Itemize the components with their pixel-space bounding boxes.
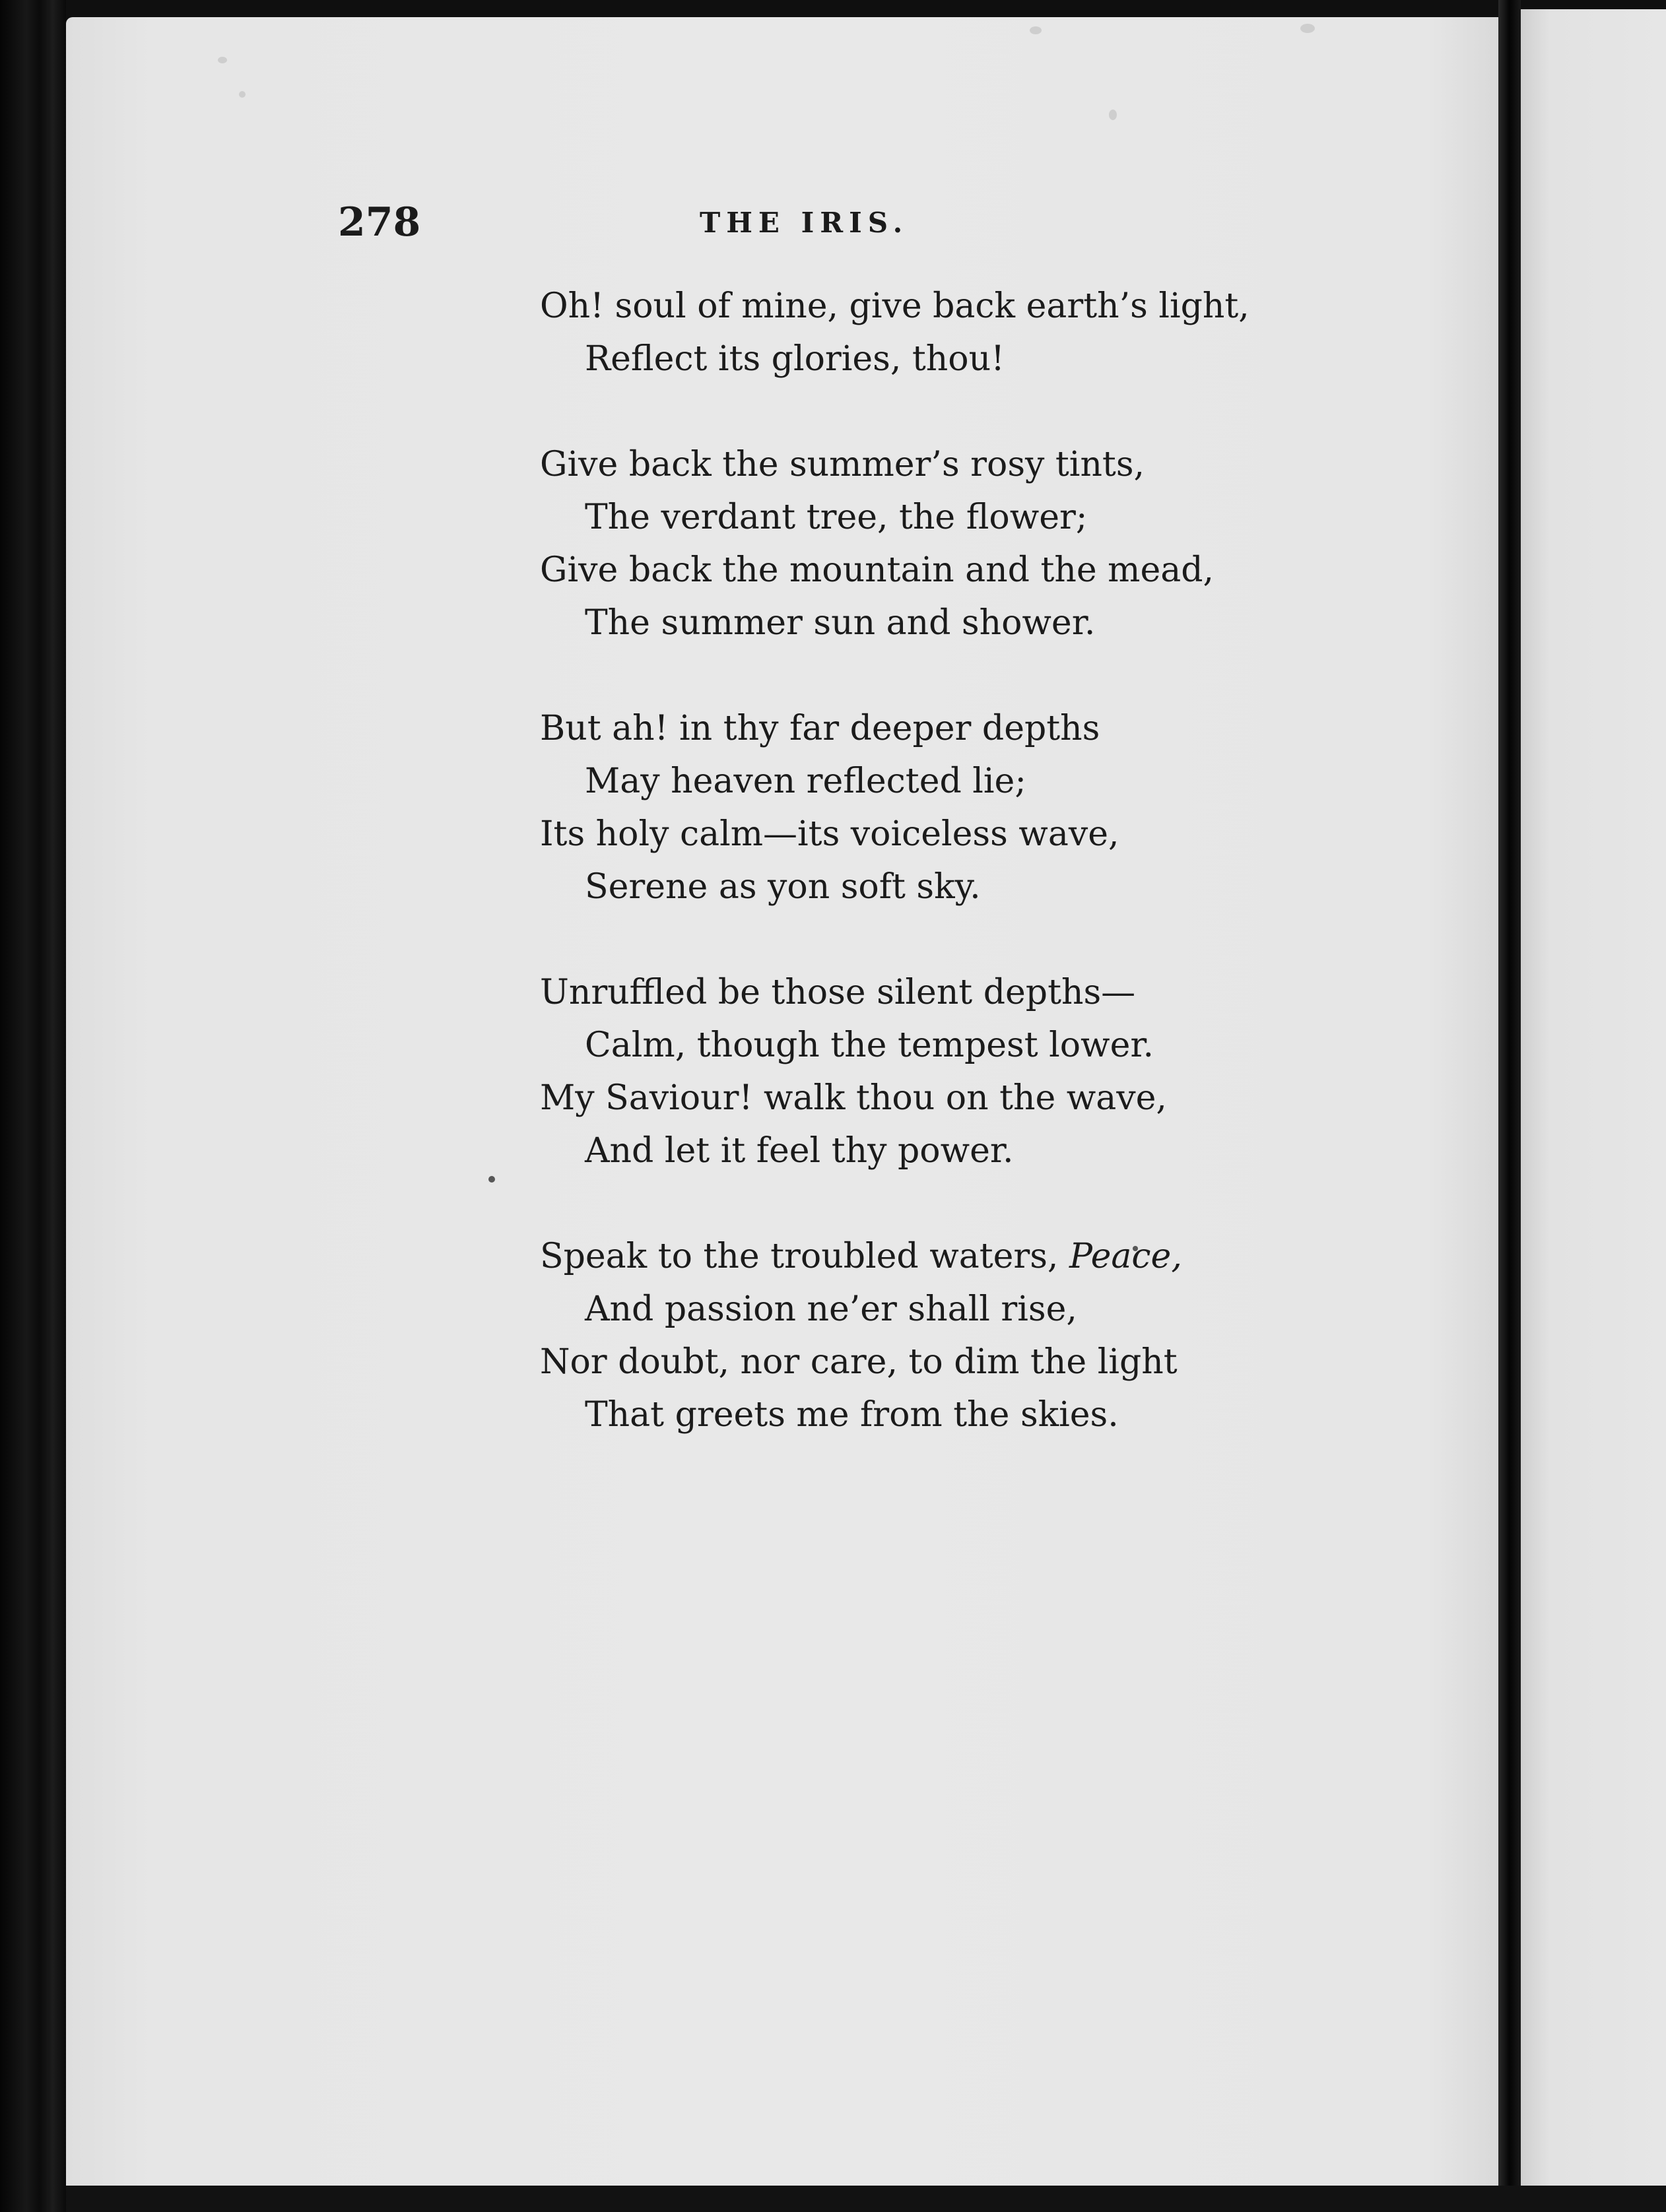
stanza-5 [540,1230,1451,1441]
running-head: THE IRIS. [700,207,909,239]
poem-line: Serene as yon soft sky. [585,867,981,907]
poem-line: Unruffled be those silent depths— [540,973,1136,1012]
stanza-2 [540,438,1451,649]
scan-bottom-edge [66,2186,1666,2212]
stanza-4 [540,966,1451,1177]
poem-line: Give back the summer’s rosy tints, [540,445,1145,484]
poem-line: The summer sun and shower. [585,603,1096,643]
paper-speck [1030,26,1042,34]
poem-line-text: Speak to the troubled waters, [540,1237,1069,1276]
paper-speck [218,57,227,63]
italic-word: Peace, [1069,1237,1182,1276]
page-number: 278 [338,199,421,245]
page-gutter [1498,0,1521,2212]
poem-line: Give back the mountain and the mead, [540,550,1215,590]
paper-speck [488,1176,495,1183]
stanza-1 [540,280,1451,385]
poem-line: May heaven reflected lie; [585,762,1026,801]
paper-speck [1300,24,1315,33]
poem-line: And let it feel thy power. [585,1131,1014,1171]
paper-speck [1109,110,1117,120]
poem-line: And passion ne’er shall rise, [585,1289,1077,1329]
poem-line: Reflect its glories, thou! [585,339,1005,379]
poem-line: My Saviour! walk thou on the wave, [540,1078,1167,1118]
book-binding-edge [0,0,66,2212]
poem-line: That greets me from the skies. [585,1395,1119,1435]
poem-line: Oh! soul of mine, give back earth’s light, [540,286,1250,326]
poem-line: Nor doubt, nor care, to dim the light [540,1342,1178,1382]
paper-speck [239,91,246,98]
poem-line: But ah! in thy far deeper depths [540,709,1100,748]
poem-line [540,1230,1451,1283]
stanza-3 [540,702,1451,913]
poem-line: The verdant tree, the flower; [585,498,1088,537]
poem [540,280,1451,1494]
poem-line: Its holy calm—its voiceless wave, [540,814,1119,854]
next-page-edge [1521,9,1666,2187]
poem-line: Calm, though the tempest lower. [585,1025,1154,1065]
